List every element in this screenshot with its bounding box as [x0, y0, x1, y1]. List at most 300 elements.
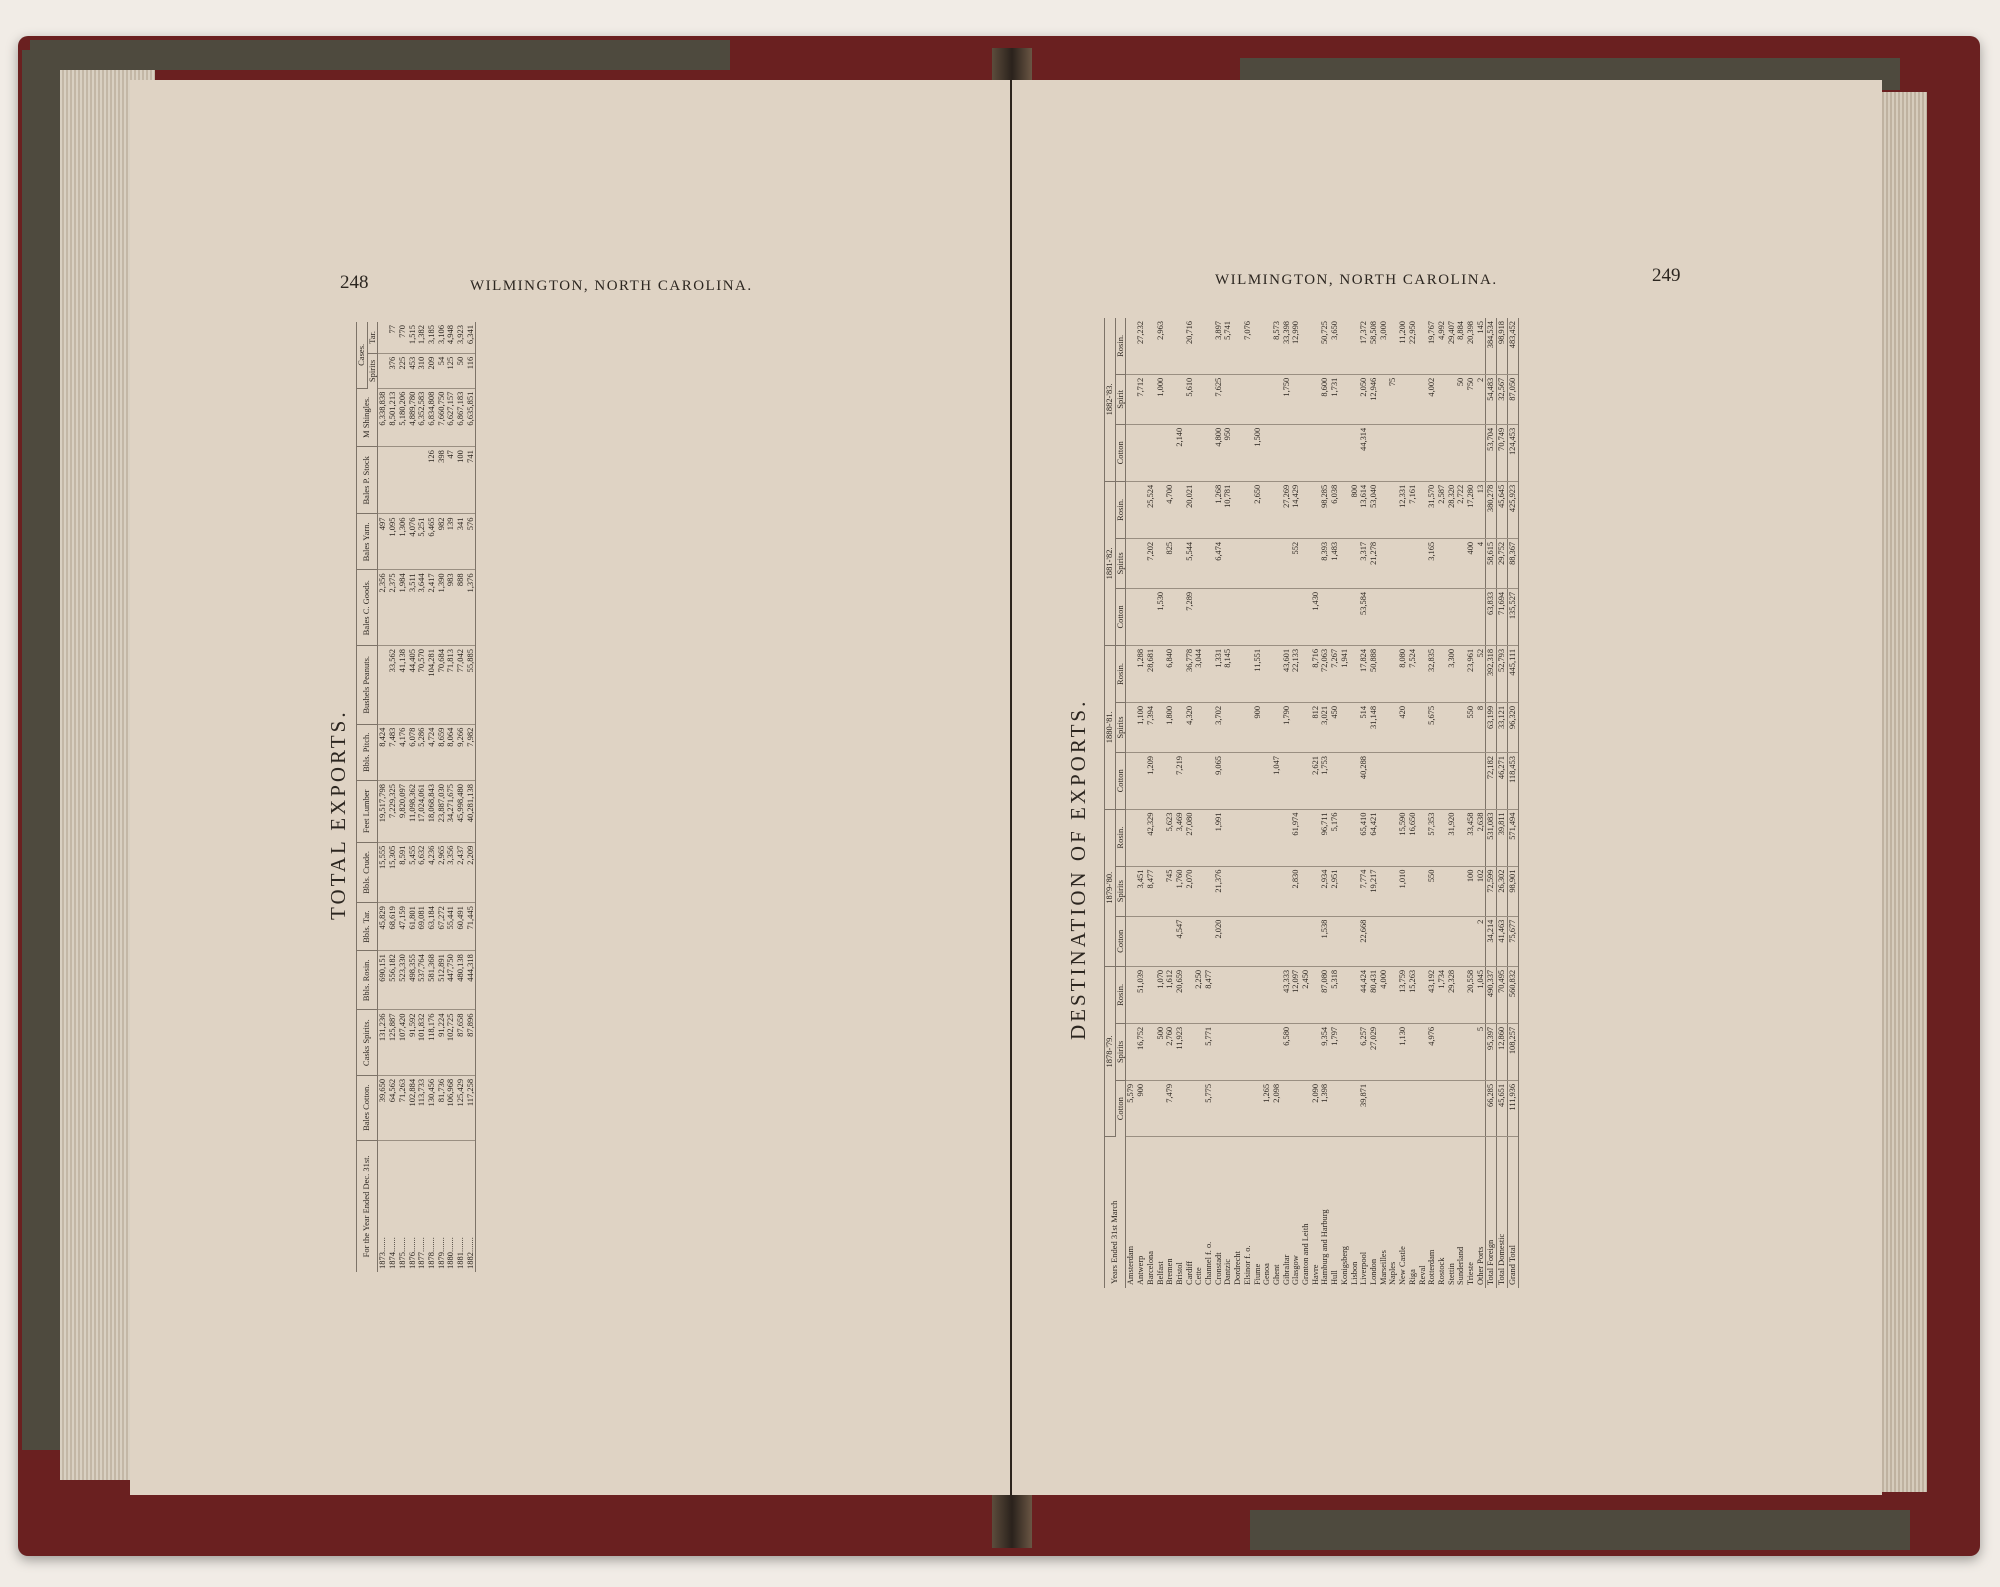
value-cell [1301, 538, 1311, 588]
value-cell [1340, 753, 1350, 810]
value-cell: 8,393 [1320, 538, 1330, 588]
value-cell: 111,936 [1507, 1080, 1518, 1136]
value-cell [1146, 1080, 1156, 1136]
value-cell [1301, 588, 1311, 645]
value-cell [1447, 538, 1457, 588]
value-cell: 8,591 [398, 842, 408, 902]
value-cell [1262, 866, 1272, 916]
value-cell: 67,272 [437, 903, 447, 951]
value-cell [1253, 538, 1263, 588]
left-running-head: WILMINGTON, NORTH CAROLINA. [470, 278, 753, 294]
port-name: Ghent [1271, 1264, 1281, 1285]
value-cell [1291, 1080, 1301, 1136]
table-row [1301, 318, 1311, 1288]
value-cell [1320, 588, 1330, 645]
value-cell: 1,731 [1330, 374, 1340, 424]
value-cell: 445,111 [1507, 645, 1518, 702]
value-cell: 87,896 [466, 1010, 476, 1075]
value-cell: 33,121 [1497, 702, 1508, 752]
value-cell [1272, 424, 1282, 481]
value-cell: 45,829 [378, 903, 388, 951]
value-cell [1156, 753, 1166, 810]
value-cell [1408, 702, 1418, 752]
value-cell: 1,095 [388, 514, 398, 570]
value-cell: 11,551 [1253, 645, 1263, 702]
value-cell: 1,750 [1282, 374, 1292, 424]
value-cell [1194, 374, 1204, 424]
value-cell [1156, 424, 1166, 481]
value-cell: 571,494 [1507, 809, 1518, 866]
value-cell [1204, 753, 1214, 810]
value-cell [1262, 966, 1272, 1023]
value-cell: 39,811 [1497, 809, 1508, 866]
value-cell: 102,725 [446, 1010, 456, 1075]
value-cell [1223, 538, 1233, 588]
value-cell: 5,579 [1126, 1080, 1136, 1136]
value-cell: 87,658 [456, 1010, 466, 1075]
value-cell [1126, 866, 1136, 916]
value-cell: 71,813 [446, 646, 456, 725]
value-cell [1262, 424, 1272, 481]
port-name: Rostock [1436, 1257, 1446, 1285]
value-cell [1456, 966, 1466, 1023]
value-cell [1156, 1080, 1166, 1136]
table-row [1223, 318, 1233, 1288]
value-cell: 2,375 [388, 570, 398, 646]
value-cell: 87,080 [1320, 966, 1330, 1023]
value-cell: 5,675 [1427, 702, 1437, 752]
value-cell [1311, 866, 1321, 916]
value-cell: 1,045 [1476, 966, 1486, 1023]
value-cell [1204, 866, 1214, 916]
value-cell [1418, 809, 1428, 866]
value-cell [1447, 702, 1457, 752]
value-cell: 9,820,097 [398, 781, 408, 843]
value-cell [1388, 1080, 1398, 1136]
value-cell: 65,410 [1359, 809, 1369, 866]
value-cell [1437, 424, 1447, 481]
value-cell: 420 [1398, 702, 1408, 752]
value-cell [1350, 809, 1360, 866]
value-cell: 745 [1165, 866, 1175, 916]
value-cell [1437, 1080, 1447, 1136]
value-cell [1350, 966, 1360, 1023]
value-cell: 825 [1165, 538, 1175, 588]
value-cell: 44,424 [1359, 966, 1369, 1023]
sub-column-header: Spirits [1115, 1023, 1126, 1080]
value-cell [1447, 916, 1457, 966]
value-cell [1466, 1023, 1476, 1080]
value-cell: 2,090 [1311, 1080, 1321, 1136]
value-cell: 8,477 [1204, 966, 1214, 1023]
value-cell: 453 [408, 353, 418, 388]
value-cell: 58,615 [1486, 538, 1497, 588]
value-cell: 1,538 [1320, 916, 1330, 966]
value-cell [1330, 424, 1340, 481]
value-cell: 13,614 [1359, 481, 1369, 538]
year-header: 1882-'83. [1105, 318, 1116, 481]
table-row [1156, 318, 1166, 1288]
value-cell [1437, 1023, 1447, 1080]
value-cell: 3,185 [427, 322, 437, 353]
value-cell: 8,659 [437, 724, 447, 780]
value-cell [1456, 702, 1466, 752]
value-cell [1418, 538, 1428, 588]
value-cell [1311, 318, 1321, 374]
value-cell [1447, 588, 1457, 645]
value-cell [1233, 916, 1243, 966]
year-cell: 1880....... [445, 1237, 456, 1269]
port-name: New Castle [1398, 1246, 1408, 1285]
value-cell: 7,202 [1146, 538, 1156, 588]
value-cell [1447, 866, 1457, 916]
value-cell: 8,716 [1311, 645, 1321, 702]
value-cell [1311, 809, 1321, 866]
value-cell: 8,600 [1320, 374, 1330, 424]
value-cell [1146, 916, 1156, 966]
table-row [1282, 318, 1292, 1288]
value-cell [1243, 1023, 1253, 1080]
cover-cloth-left [22, 50, 62, 1450]
port-name: Sunderland [1456, 1246, 1466, 1285]
year-cell: 1876....... [406, 1237, 417, 1269]
value-cell: 11,200 [1398, 318, 1408, 374]
value-cell [1398, 588, 1408, 645]
value-cell [1194, 424, 1204, 481]
value-cell: 28,681 [1146, 645, 1156, 702]
value-cell [1388, 866, 1398, 916]
value-cell: 107,420 [398, 1010, 408, 1075]
value-cell: 68,619 [388, 903, 398, 951]
value-cell [1204, 645, 1214, 702]
table-row [1330, 318, 1340, 1288]
value-cell: 3,106 [437, 322, 447, 353]
value-cell: 60,491 [456, 903, 466, 951]
value-cell: 27,029 [1369, 1023, 1379, 1080]
value-cell [1233, 374, 1243, 424]
value-cell [1253, 1080, 1263, 1136]
port-name: London [1368, 1258, 1378, 1285]
value-cell: 29,407 [1447, 318, 1457, 374]
value-cell: 50,725 [1320, 318, 1330, 374]
value-cell: 63,199 [1486, 702, 1497, 752]
value-cell [1272, 481, 1282, 538]
value-cell [1369, 916, 1379, 966]
value-cell: 6,465 [427, 514, 437, 570]
value-cell [1282, 753, 1292, 810]
value-cell: 5,176 [1330, 809, 1340, 866]
value-cell: 50 [456, 353, 466, 388]
table-row [1320, 318, 1330, 1288]
value-cell [1126, 424, 1136, 481]
summary-label: Grand Total [1507, 1136, 1518, 1288]
value-cell [1301, 374, 1311, 424]
value-cell [1156, 702, 1166, 752]
value-cell: 4,000 [1379, 966, 1389, 1023]
value-cell: 63,184 [427, 903, 437, 951]
column-header: Bbls. Pitch. [357, 724, 378, 780]
column-group-header: Cases. [357, 322, 368, 388]
value-cell: 44,314 [1359, 424, 1369, 481]
value-cell [1272, 538, 1282, 588]
value-cell: 2,587 [1437, 481, 1447, 538]
value-cell: 523,330 [398, 951, 408, 1010]
value-cell [1136, 424, 1146, 481]
value-cell [1340, 481, 1350, 538]
port-name: Dordrecht [1233, 1251, 1243, 1285]
value-cell [1418, 1080, 1428, 1136]
value-cell [1456, 753, 1466, 810]
port-name: Lisbon [1349, 1261, 1359, 1285]
value-cell: 31,920 [1447, 809, 1457, 866]
column-header: Bales Yarn. [357, 514, 378, 570]
value-cell [1233, 645, 1243, 702]
value-cell: 95,397 [1486, 1023, 1497, 1080]
value-cell [1398, 374, 1408, 424]
value-cell: 2,965 [437, 842, 447, 902]
value-cell [1282, 866, 1292, 916]
port-name: Konigsberg [1339, 1246, 1349, 1285]
value-cell [398, 447, 408, 514]
value-cell: 225 [398, 353, 408, 388]
table-row [1194, 318, 1204, 1288]
value-cell [1165, 916, 1175, 966]
value-cell [1175, 588, 1185, 645]
value-cell [1223, 916, 1233, 966]
value-cell [1330, 916, 1340, 966]
value-cell: 17,024,061 [417, 781, 427, 843]
table-row [1466, 318, 1476, 1288]
value-cell: 53,040 [1369, 481, 1379, 538]
value-cell: 425,923 [1507, 481, 1518, 538]
value-cell: 29,752 [1497, 538, 1508, 588]
value-cell: 3,317 [1359, 538, 1369, 588]
value-cell: 5,251 [417, 514, 427, 570]
value-cell [1146, 1023, 1156, 1080]
value-cell [1185, 966, 1195, 1023]
value-cell [1350, 374, 1360, 424]
destination-exports-table [1104, 318, 1519, 1288]
port-name: Cardiff [1184, 1260, 1194, 1285]
value-cell [1301, 809, 1311, 866]
right-page-number: 249 [1652, 265, 1681, 286]
value-cell [1126, 702, 1136, 752]
sub-column-header: Rosin. [1115, 318, 1126, 374]
value-cell: 72,063 [1320, 645, 1330, 702]
value-cell [1136, 916, 1146, 966]
value-cell [1282, 538, 1292, 588]
value-cell: 100 [456, 447, 466, 514]
value-cell [1340, 588, 1350, 645]
value-cell: 27,269 [1282, 481, 1292, 538]
value-cell [1301, 866, 1311, 916]
summary-label: Total Domestic [1497, 1136, 1508, 1288]
value-cell [1379, 374, 1389, 424]
value-cell: 209 [427, 353, 437, 388]
value-cell: 3,300 [1447, 645, 1457, 702]
value-cell [1146, 966, 1156, 1023]
value-cell: 3,650 [1330, 318, 1340, 374]
value-cell: 2,250 [1194, 966, 1204, 1023]
value-cell [1447, 753, 1457, 810]
value-cell [1262, 588, 1272, 645]
value-cell [1243, 424, 1253, 481]
value-cell [1156, 645, 1166, 702]
year-header: 1878-'79. [1105, 966, 1116, 1136]
value-cell: 4,547 [1175, 916, 1185, 966]
value-cell: 102,884 [408, 1075, 418, 1140]
value-cell: 2 [1476, 374, 1486, 424]
column-header: Casks Spirits. [357, 1010, 378, 1075]
value-cell: 3,511 [408, 570, 418, 646]
value-cell [1194, 702, 1204, 752]
table-row [1272, 318, 1282, 1288]
value-cell: 3,923 [456, 322, 466, 353]
value-cell [1311, 916, 1321, 966]
value-cell: 800 [1350, 481, 1360, 538]
value-cell [1301, 1080, 1311, 1136]
value-cell: 576 [466, 514, 476, 570]
value-cell: 45,645 [1497, 481, 1508, 538]
value-cell: 7,229,325 [388, 781, 398, 843]
value-cell [1437, 702, 1447, 752]
port-name: Fiume [1252, 1263, 1262, 1285]
value-cell [1408, 588, 1418, 645]
value-cell: 3,000 [1379, 318, 1389, 374]
value-cell [1126, 481, 1136, 538]
value-cell: 7,076 [1243, 318, 1253, 374]
value-cell: 43,601 [1282, 645, 1292, 702]
value-cell: 4,176 [398, 724, 408, 780]
value-cell: 741 [466, 447, 476, 514]
value-cell: 6,834,808 [427, 388, 437, 446]
value-cell [1340, 966, 1350, 1023]
value-cell [1379, 702, 1389, 752]
table-row [1175, 318, 1185, 1288]
value-cell: 581,368 [427, 951, 437, 1010]
value-cell: 1,000 [1156, 374, 1166, 424]
value-cell [1418, 966, 1428, 1023]
value-cell [1185, 916, 1195, 966]
value-cell [1136, 753, 1146, 810]
value-cell: 98,918 [1497, 318, 1508, 374]
value-cell [1243, 481, 1253, 538]
sub-column-header: Spirit [1115, 374, 1126, 424]
value-cell: 14,429 [1291, 481, 1301, 538]
value-cell: 47 [446, 447, 456, 514]
value-cell [1408, 866, 1418, 916]
port-name: Bremen [1165, 1258, 1175, 1285]
value-cell: 3,044 [1194, 645, 1204, 702]
value-cell: 81,736 [437, 1075, 447, 1140]
value-cell [1243, 866, 1253, 916]
value-cell: 135,527 [1507, 588, 1518, 645]
value-cell [1447, 374, 1457, 424]
value-cell: 104,281 [427, 646, 437, 725]
value-cell [1156, 538, 1166, 588]
column-header: Feet Lumber [357, 781, 378, 843]
value-cell [1291, 1023, 1301, 1080]
value-cell [1185, 1080, 1195, 1136]
value-cell [1165, 374, 1175, 424]
value-cell [1233, 538, 1243, 588]
sub-column-header: Cotton [1115, 753, 1126, 810]
value-cell: 36,778 [1185, 645, 1195, 702]
value-cell: 5,318 [1330, 966, 1340, 1023]
value-cell: 1,382 [417, 322, 427, 353]
value-cell [1136, 588, 1146, 645]
value-cell: 53,584 [1359, 588, 1369, 645]
value-cell [1194, 1023, 1204, 1080]
value-cell [1126, 966, 1136, 1023]
value-cell: 982 [437, 514, 447, 570]
table-row [1340, 318, 1350, 1288]
value-cell: 106,968 [446, 1075, 456, 1140]
value-cell [1379, 481, 1389, 538]
value-cell [1456, 1023, 1466, 1080]
value-cell: 2,650 [1253, 481, 1263, 538]
value-cell [1418, 702, 1428, 752]
value-cell: 6,840 [1165, 645, 1175, 702]
value-cell [1437, 538, 1447, 588]
value-cell [1418, 588, 1428, 645]
total-exports-table-wrap [356, 322, 476, 1272]
value-cell: 1,941 [1340, 645, 1350, 702]
summary-row [1507, 318, 1518, 1288]
value-cell [1379, 1023, 1389, 1080]
value-cell [1408, 1023, 1418, 1080]
value-cell: 52,793 [1497, 645, 1508, 702]
table-row [1253, 318, 1263, 1288]
column-header: Bales P. Stock [357, 447, 378, 514]
value-cell: 480,138 [456, 951, 466, 1010]
value-cell [1146, 424, 1156, 481]
value-cell: 125 [446, 353, 456, 388]
table-row [1379, 318, 1389, 1288]
sub-column-header: Cotton [1115, 916, 1126, 966]
value-cell: 45,998,480 [456, 781, 466, 843]
value-cell [1388, 753, 1398, 810]
sub-column-header: Cotton [1115, 588, 1126, 645]
value-cell [1437, 916, 1447, 966]
port-name: Reval [1417, 1265, 1427, 1285]
value-cell [1418, 481, 1428, 538]
value-cell: 12,097 [1291, 966, 1301, 1023]
value-cell: 12,990 [1291, 318, 1301, 374]
value-cell [1408, 753, 1418, 810]
value-cell [1204, 702, 1214, 752]
value-cell [1340, 374, 1350, 424]
value-cell: 1,530 [1156, 588, 1166, 645]
value-cell: 1,268 [1214, 481, 1224, 538]
value-cell: 1,483 [1330, 538, 1340, 588]
value-cell: 392,318 [1486, 645, 1497, 702]
value-cell [1204, 481, 1214, 538]
value-cell: 4 [1476, 538, 1486, 588]
value-cell: 19,217 [1369, 866, 1379, 916]
value-cell: 116 [466, 353, 476, 388]
value-cell: 21,376 [1214, 866, 1224, 916]
value-cell: 61,974 [1291, 809, 1301, 866]
value-cell [1243, 374, 1253, 424]
value-cell [1340, 424, 1350, 481]
port-name: Amsterdam [1126, 1245, 1136, 1285]
row-header-label: Years Ended 31st March [1105, 1136, 1126, 1288]
value-cell: 531,083 [1486, 809, 1497, 866]
value-cell: 950 [1223, 424, 1233, 481]
value-cell [1350, 318, 1360, 374]
value-cell [1243, 645, 1253, 702]
